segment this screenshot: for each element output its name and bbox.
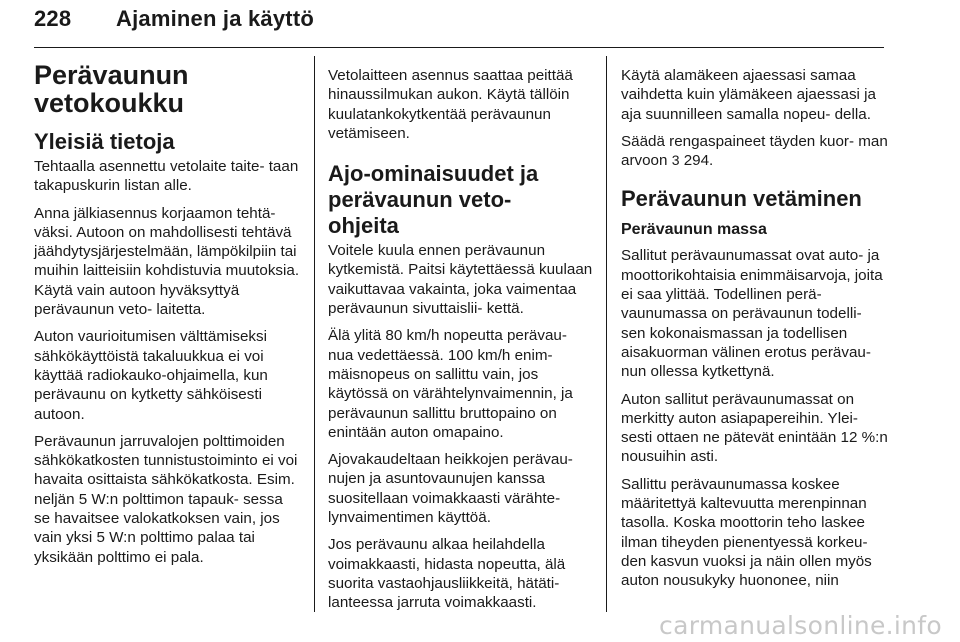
column-2 (328, 66, 596, 621)
column-divider (314, 56, 315, 612)
paragraph: Sallitut perävaunumassat ovat auto- ja moottorikohtaisia enimmäisarvoja, joita ei saa ylittää. Todellinen perä- vaunumassa on perävaunun todelli- sen kokonaismassan ja todellisen aisakuorman välinen erotus perävau- nun ollessa kytkettynä. (621, 247, 883, 381)
page-reference[interactable]: 294. (683, 152, 714, 170)
paragraph: Vetolaitteen asennus saattaa peittää hinaussilmukan aukon. Käytä tällöin kuulatankokytkentää perävaunun vetämiseen. (328, 67, 573, 142)
watermark: carmanualsonline.info (659, 611, 942, 640)
paragraph: Sallittu perävaunumassa koskee määritettyä kaltevuutta merenpinnan tasolla. Koska moottorin teho laskee ilman tiheyden pienentyessä korkeu- den kasvun vuoksi ja näin ollen myös auton nousukyky huononee, niin (621, 475, 872, 590)
page-header (34, 6, 884, 46)
section-heading: Perävaunun vetäminen (621, 186, 862, 212)
header-rule (34, 47, 884, 48)
page-number: 228 (34, 6, 72, 31)
paragraph: Älä ylitä 80 km/h nopeutta perävau- nua vedettäessä. 100 km/h enim- mäisnopeus on sallittu vain, jos käytössä on värähtelynvaimennin, ja perävaunun sallittu bruttopaino on enintään auton omapaino. (328, 327, 573, 441)
paragraph (621, 132, 889, 171)
section-heading: Yleisiä tietoja (34, 129, 175, 154)
column-3 (621, 66, 889, 599)
page-title: Perävaunun vetokoukku (34, 60, 189, 118)
chapter-title: Ajaminen ja käyttö (116, 6, 314, 31)
subsection-heading: Perävaunun massa (621, 221, 767, 239)
paragraph: Anna jälkiasennus korjaamon tehtä- väksi. Autoon on mahdollisesti tehtävä jäähdytysjärjestelmään, lämpökilpiin tai muihin laitteisiin kohdistuvia muutoksia. Käytä vain autoon hyväksyttyä perävaunun veto- laitetta. (34, 204, 300, 319)
paragraph: Auton sallitut perävaunumassat on merkitty auton asiapapereihin. Ylei- sesti ottaen ne pätevät enintään 12 %:n nousuihin asti. (621, 390, 888, 466)
section-heading: Ajo-ominaisuudet ja perävaunun veto-ohjeita (328, 161, 539, 239)
paragraph-text: Säädä rengaspaineet täyden kuor- man arvoon (621, 132, 888, 170)
column-1 (34, 58, 302, 575)
paragraph: Perävaunun jarruvalojen polttimoiden sähkökatkosten tunnistustoiminto ei voi havaita osittaista sähkökatkosta. Esim. neljän 5 W:n polttimon tapauk- sessa se havaitsee valokatkoksen vain, jos vain yksi 5 W:n polttimo palaa tai yksikään polttimo ei pala. (34, 432, 298, 566)
paragraph: Ajovakaudeltaan heikkojen perävau- nujen ja asuntovaunujen kanssa suositellaan voimakkaasti värähte- lynvaimentimen käyttöä. (328, 451, 573, 527)
column-divider (606, 56, 607, 612)
paragraph: Tehtaalla asennettu vetolaite taite- taan takapuskurin listan alle. (34, 158, 299, 195)
page-reference-icon: 3 (671, 152, 680, 169)
paragraph: Auton vaurioitumisen välttämiseksi sähkökäyttöistä takaluukkua ei voi käyttää radiokauko-ohjaimella, kun perävaunu on kytketty sähköisesti autoon. (34, 328, 268, 423)
paragraph: Jos perävaunu alkaa heilahdella voimakkaasti, hidasta nopeutta, älä suorita vastaohjausliikkeitä, hätäti- lanteessa jarruta voimakkaasti. (328, 536, 566, 612)
paragraph: Voitele kuula ennen perävaunun kytkemistä. Paitsi käytettäessä kuulaan vaikuttavaa vakainta, joka vaimentaa perävaunun sivuttaislii- kettä. (328, 242, 593, 318)
paragraph: Käytä alamäkeen ajaessasi samaa vaihdetta kuin ylämäkeen ajaessasi ja aja suunnilleen samalla nopeu- della. (621, 67, 876, 123)
